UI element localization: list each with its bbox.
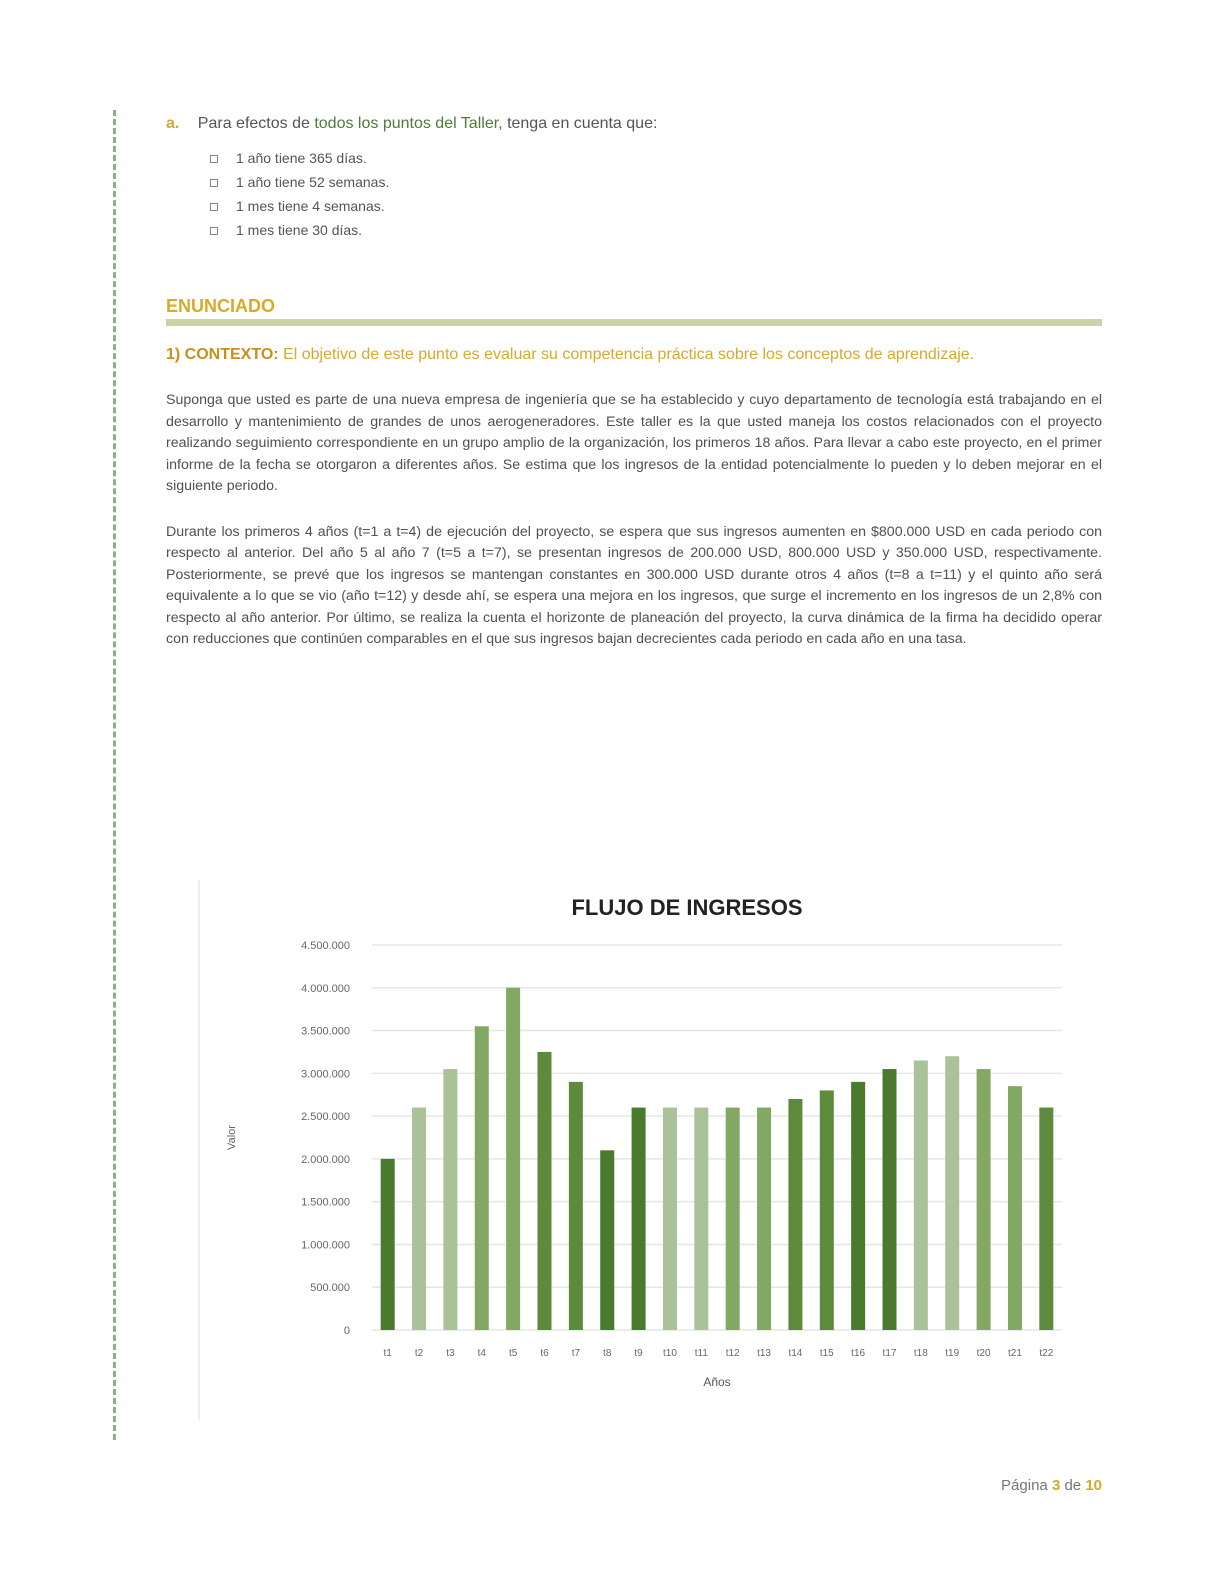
chart-bar	[506, 988, 520, 1330]
x-tick-label: t1	[383, 1348, 392, 1359]
x-tick-label: t22	[1039, 1348, 1054, 1359]
x-tick-label: t5	[508, 1348, 518, 1359]
question-text: El objetivo de este punto es evaluar su competencia práctica sobre los conceptos de aprendizaje.	[283, 346, 975, 363]
x-tick-label: t3	[446, 1348, 455, 1359]
chart-bar	[569, 1082, 583, 1330]
x-tick-label: t14	[788, 1348, 803, 1359]
chart-bar	[632, 1108, 646, 1330]
left-dashed-rule	[113, 110, 116, 1440]
x-tick-label: t2	[414, 1348, 424, 1359]
item-letter: a.	[166, 115, 180, 132]
instruction-line	[166, 112, 1102, 136]
x-tick-label: t20	[976, 1348, 991, 1359]
y-tick-label: 3.500.000	[301, 1025, 350, 1038]
income-chart	[198, 880, 1080, 1420]
x-tick-label: t19	[945, 1348, 960, 1359]
chart-bar	[663, 1108, 677, 1330]
chart-bar	[757, 1108, 771, 1330]
x-tick-label: t18	[913, 1348, 928, 1359]
x-tick-label: t9	[634, 1348, 643, 1359]
y-tick-label: 2.000.000	[301, 1153, 350, 1166]
chart-bar	[475, 1026, 489, 1330]
x-tick-label: t6	[540, 1348, 549, 1359]
chart-bar	[851, 1082, 865, 1330]
page-sep: de	[1064, 1477, 1082, 1494]
chart-bar	[914, 1061, 928, 1331]
instruction-tail: tenga en cuenta que:	[507, 115, 658, 132]
x-tick-label: t13	[757, 1348, 771, 1359]
question-label: 1) CONTEXTO:	[166, 346, 279, 363]
list-item: 1 mes tiene 4 semanas.	[206, 194, 1102, 218]
page-content	[166, 112, 1102, 665]
y-tick-label: 3.000.000	[301, 1068, 350, 1081]
y-tick-label: 2.500.000	[301, 1111, 350, 1124]
x-tick-label: t10	[663, 1348, 677, 1359]
chart-bar	[788, 1099, 802, 1330]
y-axis-label: Valor	[226, 1125, 238, 1150]
y-tick-label: 500.000	[310, 1282, 350, 1295]
page-current: 3	[1051, 1477, 1061, 1494]
y-tick-label: 1.000.000	[301, 1239, 350, 1252]
list-item: 1 mes tiene 30 días.	[206, 218, 1102, 242]
chart-bar	[820, 1090, 834, 1330]
assumption-list	[206, 146, 1102, 242]
chart-bar	[694, 1108, 708, 1330]
page-prefix: Página	[1001, 1477, 1048, 1494]
y-tick-label: 4.000.000	[301, 982, 350, 995]
instruction-intro: Para efectos de	[197, 115, 310, 132]
section-title: ENUNCIADO	[166, 296, 1102, 326]
page-footer	[1001, 1477, 1102, 1494]
chart-bar	[538, 1052, 552, 1330]
instruction-highlight: todos los puntos del Taller,	[314, 115, 503, 132]
x-tick-label: t15	[819, 1348, 834, 1359]
chart-bar	[977, 1069, 991, 1330]
list-item: 1 año tiene 365 días.	[206, 146, 1102, 170]
page-total: 10	[1085, 1477, 1102, 1494]
x-tick-label: t17	[882, 1348, 897, 1359]
chart-bar	[1008, 1086, 1022, 1330]
x-tick-label: t7	[571, 1348, 581, 1359]
chart-bar	[600, 1150, 614, 1330]
x-tick-label: t16	[851, 1348, 866, 1359]
chart-svg	[200, 880, 1080, 1420]
x-tick-label: t21	[1008, 1348, 1022, 1359]
chart-bar	[945, 1056, 959, 1330]
question-statement	[166, 344, 1102, 366]
chart-title: FLUJO DE INGRESOS	[571, 895, 803, 920]
chart-bar	[412, 1108, 426, 1330]
y-tick-label: 4.500.000	[301, 940, 350, 952]
chart-bar	[1039, 1108, 1053, 1330]
x-axis-label: Años	[703, 1375, 731, 1389]
list-item: 1 año tiene 52 semanas.	[206, 170, 1102, 194]
body-paragraph: Suponga que usted es parte de una nueva empresa de ingeniería que se ha establecido y cuyo departamento de tecnología está trabajando en el desarrollo y mantenimiento de grandes de unos aerogeneradores. Este taller es la que usted maneja los costos relacionados con el proyecto realizando seguimiento correspondiente en un grupo amplio de la organización, los primeros 18 años. Para llevar a cabo este proyecto, en el primer informe de la fecha se otorgaron a diferentes años. Se estima que los ingresos de la entidad potencialmente lo pueden y lo deben mejorar en el siguiente periodo.	[166, 392, 1102, 494]
y-tick-label: 0	[343, 1325, 350, 1337]
x-tick-label: t8	[603, 1348, 612, 1359]
x-tick-label: t12	[725, 1348, 740, 1359]
chart-bar	[443, 1069, 457, 1330]
x-tick-label: t11	[694, 1348, 708, 1359]
x-tick-label: t4	[477, 1348, 486, 1359]
chart-bar	[726, 1108, 740, 1330]
chart-bar	[381, 1159, 395, 1330]
body-paragraph: Durante los primeros 4 años (t=1 a t=4) de ejecución del proyecto, se espera que sus ingresos aumenten en $800.000 USD en cada periodo con respecto al anterior. Del año 5 al año 7 (t=5 a t=7), se presentan ingresos de 200.000 USD, 800.000 USD y 350.000 USD, respectivamente. Posteriormente, se prevé que los ingresos se mantengan constantes en 300.000 USD durante otros 4 años (t=8 a t=11) y el quinto año será equivalente a lo que se vio (año t=12) y desde ahí, se espera una mejora en los ingresos, que surge el incremento en los ingresos de un 2,8% con respecto al año anterior. Por último, se realiza la cuenta el horizonte de planeación del proyecto, la curva dinámica de la firma ha decidido operar con reducciones que continúen comparables en el que sus ingresos bajan decrecientes cada periodo en cada año en una tasa.	[166, 523, 1102, 647]
chart-bar	[883, 1069, 897, 1330]
y-tick-label: 1.500.000	[301, 1196, 350, 1209]
